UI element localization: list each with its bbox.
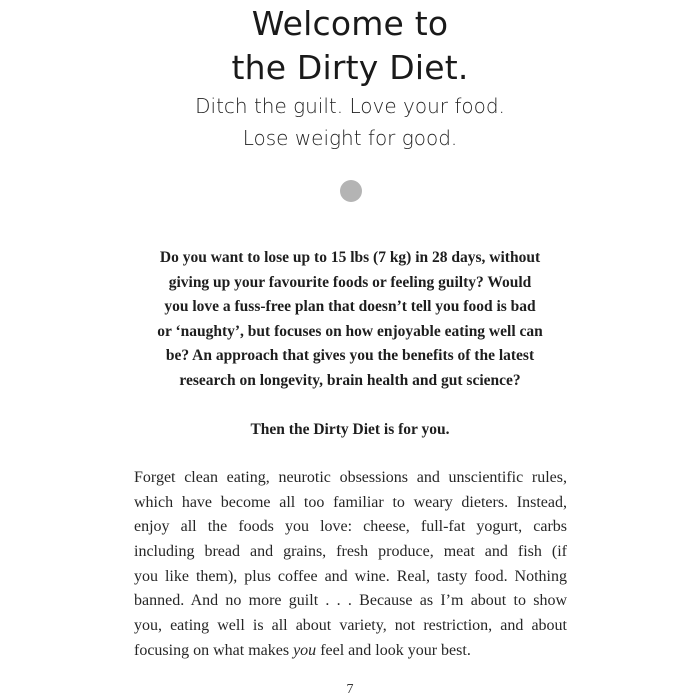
chapter-title-line-2: the Dirty Diet. [231, 48, 469, 87]
page-number: 7 [346, 682, 354, 697]
intro-paragraph [120, 246, 580, 394]
intro-line: you love a fuss-free plan that doesn’t tell you food is bad [164, 298, 536, 316]
callout-line: Then the Dirty Diet is for you. [250, 421, 450, 438]
chapter-subtitle-line-2: Lose weight for good. [242, 126, 458, 150]
body-line: you, eating well is all about variety, not restriction, and about [134, 617, 567, 635]
decorative-dot-ornament [340, 180, 362, 202]
intro-line: be? An approach that gives you the benefits of the latest [165, 347, 535, 365]
body-last-line-before: focusing on what makes [134, 641, 294, 659]
body-line: you like them), plus coffee and wine. Real, tasty food. Nothing [134, 567, 567, 585]
body-line: including bread and grains, fresh produce, meat and fish (if [134, 543, 567, 561]
chapter-title-line-1: Welcome to [251, 4, 449, 43]
chapter-title [0, 2, 700, 90]
body-line: Forget clean eating, neurotic obsessions and unscientific rules, [134, 469, 567, 486]
body-paragraph [134, 466, 567, 664]
body-line-last [134, 639, 567, 664]
body-last-line-after: feel and look your best. [316, 641, 471, 659]
body-line: which have become all too familiar to weary dieters. Instead, [134, 493, 567, 511]
intro-line: giving up your favourite foods or feeling guilty? Would [168, 273, 532, 291]
body-line: banned. And no more guilt . . . Because as I’m about to show [134, 592, 567, 610]
chapter-subtitle-line-1: Ditch the guilt. Love your food. [195, 94, 505, 118]
intro-line: or ‘naughty’, but focuses on how enjoyable eating well can [157, 322, 543, 340]
intro-line: Do you want to lose up to 15 lbs (7 kg) in 28 days, without [159, 249, 541, 266]
chapter-subtitle [0, 90, 700, 154]
body-emphasis-you: you [293, 641, 317, 659]
body-line: enjoy all the foods you love: cheese, full-fat yogurt, carbs [134, 518, 567, 536]
intro-line: research on longevity, brain health and gut science? [179, 371, 521, 389]
